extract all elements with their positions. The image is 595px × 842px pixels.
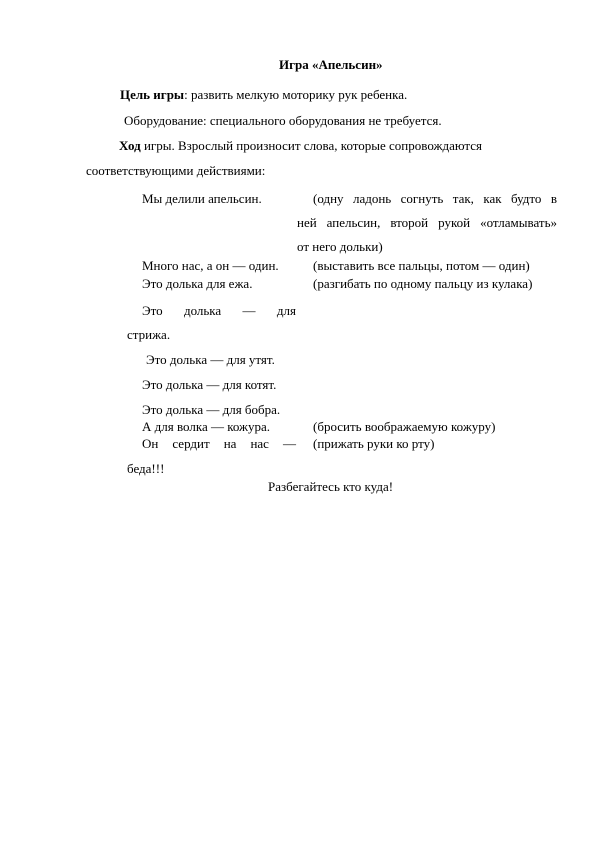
equipment-paragraph: Оборудование: специального оборудования не требуется. [124, 113, 442, 128]
poem-line-4-part1: Это долька — для [142, 303, 296, 318]
poem-line-8: А для волка — кожура. [142, 419, 271, 434]
poem-line-1: Мы делили апельсин. [142, 191, 262, 206]
poem-line-9-part1: Он сердит на нас — [142, 436, 296, 451]
poem-line-3: Это долька для ежа. [142, 276, 253, 291]
poem-action-8: (бросить воображаемую кожуру) [313, 419, 496, 434]
page-title: Игра «Апельсин» [279, 57, 383, 72]
procedure-label: Ход [119, 138, 141, 153]
procedure-text-line1: игры. Взрослый произносит слова, которые сопровождаются [140, 138, 482, 153]
goal-label: Цель игры [120, 87, 185, 102]
poem-action-1-line2: ней апельсин, второй рукой «отламывать» [297, 215, 557, 230]
poem-line-9-part2: беда!!! [127, 461, 165, 476]
poem-action-9: (прижать руки ко рту) [313, 436, 435, 451]
procedure-paragraph [119, 138, 482, 154]
poem-line-4-part2: стрижа. [127, 327, 171, 342]
poem-line-5: Это долька — для утят. [146, 352, 275, 367]
poem-line-6: Это долька — для котят. [142, 377, 277, 392]
poem-action-2: (выставить все пальцы, потом — один) [313, 258, 530, 273]
goal-text: : развить мелкую моторику рук ребенка. [184, 87, 408, 102]
procedure-text-line2: соответствующими действиями: [86, 163, 266, 178]
poem-line-2: Много нас, а он — один. [142, 258, 279, 273]
poem-action-3: (разгибать по одному пальцу из кулака) [313, 276, 533, 291]
poem-action-1-line3: от него дольки) [297, 239, 383, 254]
poem-action-1-line1: (одну ладонь согнуть так, как будто в [313, 191, 557, 206]
poem-final-line: Разбегайтесь кто куда! [268, 479, 394, 494]
goal-paragraph [120, 87, 407, 103]
poem-line-7: Это долька — для бобра. [142, 402, 281, 417]
